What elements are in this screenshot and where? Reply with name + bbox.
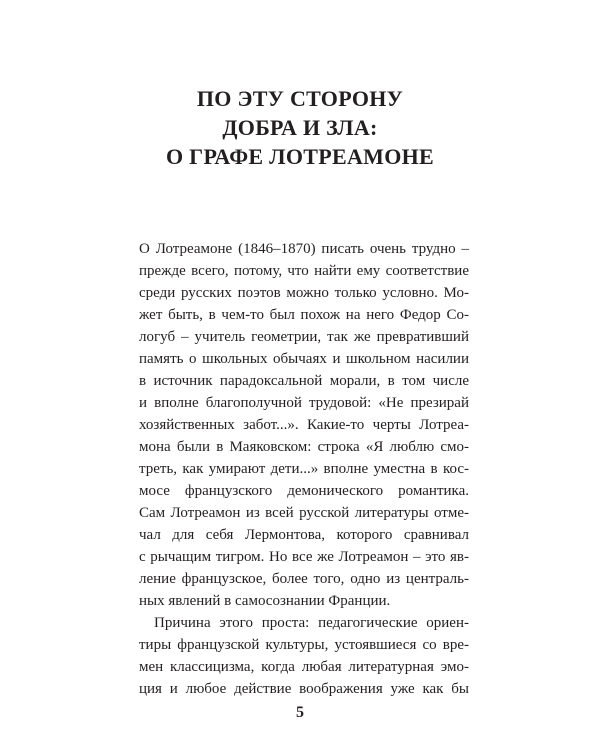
text-line: прежде всего, потому, что найти ему соответствие (139, 263, 469, 279)
text-line: и вполне благополучной трудовой: «Не презирай (139, 395, 469, 411)
text-line: хозяйственных забот...». Какие-то черты Лотреа- (139, 417, 469, 433)
text-line: жет быть, в чем-то был похож на него Федор Со- (139, 307, 469, 323)
text-line: ление французское, более того, одно из централь- (139, 571, 469, 587)
text-line: тиры французской культуры, устоявшиеся со вре- (139, 637, 469, 653)
text-line: мен классицизма, когда любая литературная эмо- (139, 659, 469, 675)
text-line: память о школьных обычаях и школьном насилии (139, 351, 469, 367)
text-line: ция и любое действие воображения уже как бы (139, 681, 469, 697)
chapter-title (0, 84, 600, 171)
text-line: О Лотреамоне (1846–1870) писать очень трудно – (139, 241, 469, 257)
page-number: 5 (296, 704, 304, 721)
text-line: мосе французского демонического романтика. (139, 483, 469, 499)
text-line: с рычащим тигром. Но все же Лотреамон – это яв- (139, 549, 469, 565)
text-line: чал для себя Лермонтова, которого сравнивал (139, 527, 469, 543)
text-line: ных явлений в самосознании Франции. (139, 593, 391, 609)
text-line: среди русских поэтов можно только условно. Мо- (139, 285, 469, 301)
text-line: Причина этого проста: педагогические ориен- (154, 615, 469, 631)
chapter-title-line: ПО ЭТУ СТОРОНУ (196, 86, 404, 111)
text-line: треть, как умирают дети...» вполне уместна в кос- (139, 461, 469, 477)
text-line: Сам Лотреамон из всей русской литературы отме- (139, 505, 469, 521)
text-line: в источник парадоксальной морали, в том числе (139, 373, 469, 389)
chapter-title-line: ДОБРА И ЗЛА: (222, 115, 378, 140)
chapter-title-line: О ГРАФЕ ЛОТРЕАМОНЕ (165, 144, 435, 169)
text-line: логуб – учитель геометрии, так же превративший (139, 329, 469, 345)
text-line: мона были в Маяковском: строка «Я люблю смо- (139, 439, 469, 455)
body-text (139, 238, 469, 700)
